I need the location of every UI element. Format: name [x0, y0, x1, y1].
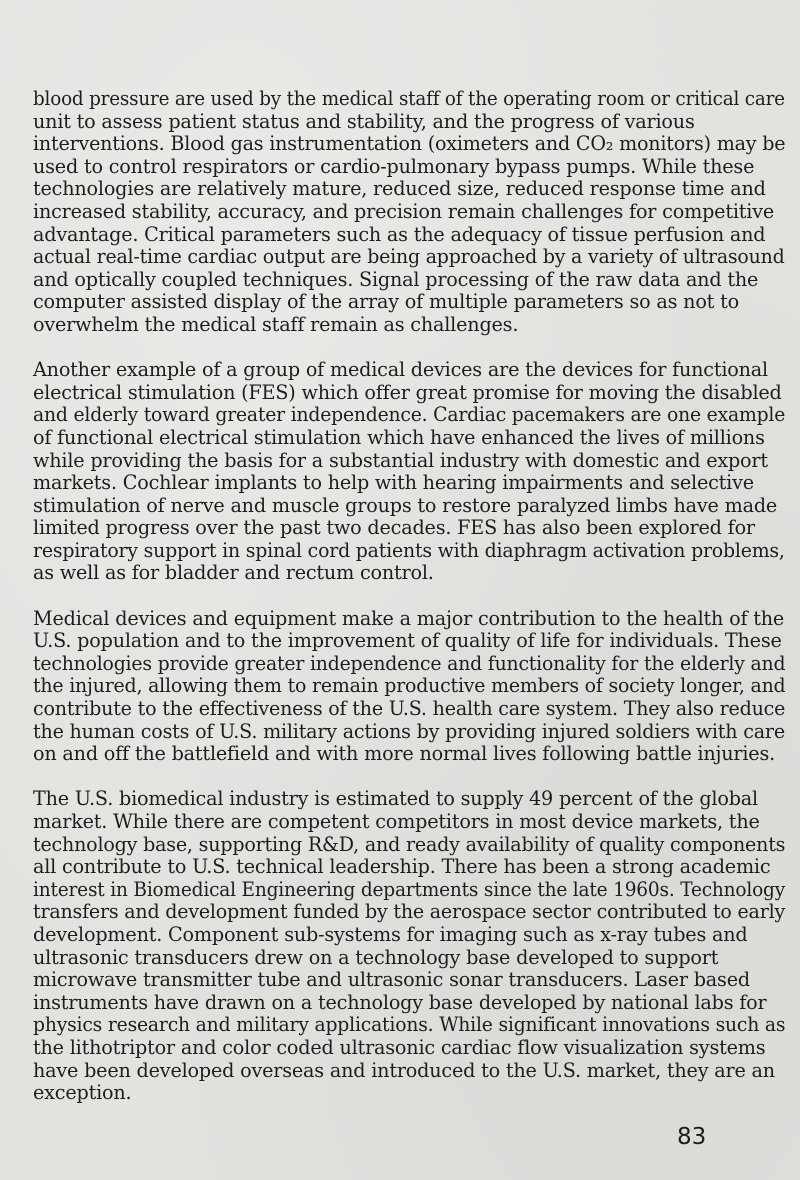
text-line: the injured, allowing them to remain productive members of society longer, and	[33, 674, 786, 698]
text-line: used to control respirators or cardio-pulmonary bypass pumps. While these	[33, 154, 755, 178]
text-line: transfers and development funded by the aerospace sector contributed to early	[33, 900, 786, 924]
text-line: contribute to the effectiveness of the U.S. health care system. They also reduce	[33, 697, 786, 721]
paragraph-2	[33, 359, 793, 585]
text-line: the human costs of U.S. military actions by providing injured soldiers with care	[33, 719, 785, 743]
text-line: development. Component sub-systems for imaging such as x-ray tubes and	[33, 922, 748, 946]
text-line: have been developed overseas and introduced to the U.S. market, they are an	[33, 1058, 775, 1082]
text-line: microwave transmitter tube and ultrasonic sonar transducers. Laser based	[33, 968, 750, 992]
text-line: while providing the basis for a substantial industry with domestic and export	[33, 448, 768, 472]
text-line: Medical devices and equipment make a major contribution to the health of the	[33, 606, 785, 630]
text-line: on and off the battlefield and with more normal lives following battle injuries.	[33, 742, 776, 766]
text-line: U.S. population and to the improvement of quality of life for individuals. These	[33, 629, 782, 653]
document-body	[33, 88, 793, 1127]
text-line: markets. Cochlear implants to help with hearing impairments and selective	[33, 471, 754, 495]
text-line: the lithotriptor and color coded ultrasonic cardiac flow visualization systems	[33, 1035, 766, 1059]
text-line: The U.S. biomedical industry is estimated to supply 49 percent of the global	[33, 787, 758, 811]
text-line: exception.	[33, 1081, 132, 1105]
text-line: stimulation of nerve and muscle groups to restore paralyzed limbs have made	[33, 493, 778, 517]
text-line: all contribute to U.S. technical leadership. There has been a strong academic	[33, 855, 771, 879]
text-line: limited progress over the past two decades. FES has also been explored for	[33, 516, 755, 540]
text-line: physics research and military applications. While significant innovations such as	[33, 1013, 786, 1037]
paragraph-4	[33, 788, 793, 1104]
page-number: 83	[677, 1124, 707, 1150]
text-line: instruments have drawn on a technology base developed by national labs for	[33, 990, 767, 1014]
text-line: electrical stimulation (FES) which offer great promise for moving the disabled	[33, 380, 782, 404]
text-line: of functional electrical stimulation which have enhanced the lives of millions	[33, 425, 765, 449]
paragraph-1	[33, 88, 793, 337]
text-line: technologies provide greater independence and functionality for the elderly and	[33, 651, 786, 675]
text-line: increased stability, accuracy, and precision remain challenges for competitive	[33, 199, 775, 223]
text-line: and optically coupled techniques. Signal processing of the raw data and the	[33, 267, 759, 291]
text-line: respiratory support in spinal cord patients with diaphragm activation problems,	[33, 538, 785, 562]
text-line: interest in Biomedical Engineering departments since the late 1960s. Technology	[33, 877, 785, 901]
text-line: interventions. Blood gas instrumentation (oximeters and CO₂ monitors) may be	[33, 132, 786, 156]
paragraph-3	[33, 608, 793, 766]
text-line: technology base, supporting R&D, and ready availability of quality components	[33, 832, 786, 856]
text-line: advantage. Critical parameters such as the adequacy of tissue perfusion and	[33, 222, 766, 246]
text-line: actual real-time cardiac output are being approached by a variety of ultrasound	[33, 245, 785, 269]
text-line: ultrasonic transducers drew on a technology base developed to support	[33, 945, 719, 969]
text-line: unit to assess patient status and stability, and the progress of various	[33, 109, 695, 133]
text-line: technologies are relatively mature, reduced size, reduced response time and	[33, 177, 766, 201]
text-line: market. While there are competent competitors in most device markets, the	[33, 810, 760, 833]
text-line: as well as for bladder and rectum control.	[33, 561, 434, 585]
text-line: and elderly toward greater independence. Cardiac pacemakers are one example	[33, 403, 786, 427]
text-line: computer assisted display of the array of multiple parameters so as not to	[33, 290, 739, 314]
text-line: Another example of a group of medical devices are the devices for functional	[33, 358, 768, 382]
text-line: overwhelm the medical staff remain as challenges.	[33, 312, 519, 336]
text-line: blood pressure are used by the medical staff of the operating room or critical care	[33, 87, 785, 110]
